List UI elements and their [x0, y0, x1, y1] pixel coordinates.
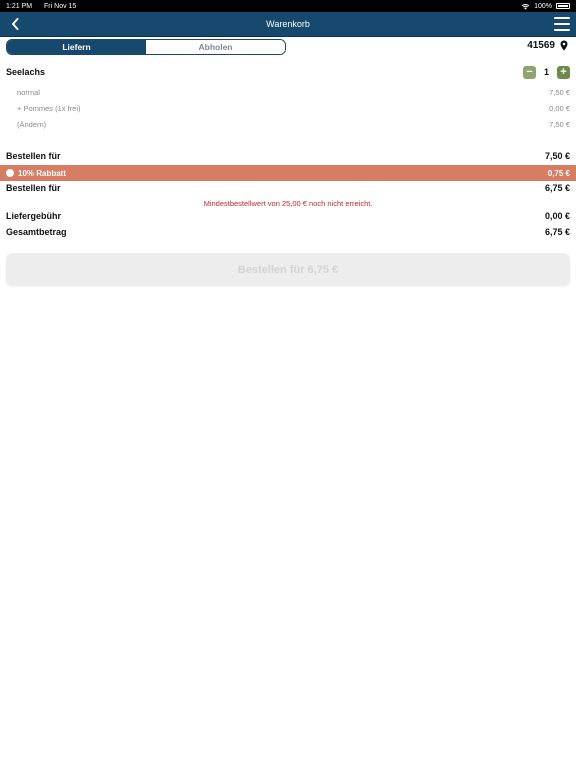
navigation-bar	[0, 12, 576, 37]
tab-abholen[interactable]: Abholen	[146, 40, 285, 54]
total-row	[6, 227, 570, 237]
detail-price: 0,00 €	[549, 104, 570, 113]
item-detail-row	[6, 120, 570, 129]
hamburger-icon-line	[554, 17, 570, 19]
chevron-left-icon	[11, 18, 19, 30]
increase-quantity-button[interactable]: +	[557, 66, 570, 79]
menu-button[interactable]	[554, 17, 570, 31]
discount-row	[0, 165, 576, 181]
total-value: 6,75 €	[544, 227, 570, 237]
delivery-fee-value: 0,00 €	[544, 211, 570, 221]
back-button[interactable]	[8, 16, 22, 32]
order-button[interactable]: Bestellen für 6,75 €	[6, 253, 570, 286]
subtotal-row	[6, 151, 570, 161]
subtotal-value: 7,50 €	[544, 151, 570, 161]
discounted-label: Bestellen für	[6, 183, 61, 193]
hamburger-icon-line	[554, 23, 570, 25]
location-pin-icon	[560, 40, 568, 51]
item-detail-row	[6, 88, 570, 97]
detail-price: 7,50 €	[549, 120, 570, 129]
detail-label: + Pommes (1x frei)	[17, 104, 81, 113]
discount-label: 10% Rabbatt	[18, 168, 67, 178]
decrease-quantity-button[interactable]: −	[523, 66, 536, 79]
delivery-mode-toggle	[6, 39, 286, 55]
item-detail-row	[6, 104, 570, 113]
quantity-stepper	[523, 66, 570, 79]
total-label: Gesamtbetrag	[6, 227, 67, 237]
hamburger-icon-line	[554, 29, 570, 31]
detail-label: normal	[17, 88, 40, 97]
delivery-fee-row	[6, 211, 570, 221]
detail-price: 7,50 €	[549, 88, 570, 97]
battery-icon	[556, 3, 570, 9]
item-quantity: 1	[543, 67, 549, 77]
discounted-total-row	[6, 183, 570, 193]
location-selector[interactable]	[527, 40, 568, 51]
wifi-icon	[521, 3, 530, 10]
tab-liefern[interactable]: Liefern	[7, 40, 146, 54]
minimum-order-warning: Mindestbestellwert von 25,00 € noch nicht erreicht.	[203, 199, 373, 208]
status-right	[521, 3, 570, 10]
cart-item-row	[6, 65, 570, 79]
subtotal-label: Bestellen für	[6, 151, 61, 161]
status-left	[6, 3, 86, 10]
status-date: Fri Nov 15	[44, 2, 77, 10]
status-bar	[0, 0, 576, 12]
edit-item-link[interactable]: (Ändern)	[17, 120, 47, 129]
battery-percent: 100%	[534, 2, 552, 10]
discount-dot-icon	[6, 169, 14, 177]
status-time: 1:21 PM	[6, 2, 33, 10]
page-title: Warenkorb	[266, 19, 310, 29]
delivery-fee-label: Liefergebühr	[6, 211, 62, 221]
discounted-value: 6,75 €	[544, 183, 570, 193]
discount-value: 0,75 €	[547, 168, 570, 178]
zip-code: 41569	[527, 40, 555, 51]
item-name: Seelachs	[6, 67, 46, 77]
